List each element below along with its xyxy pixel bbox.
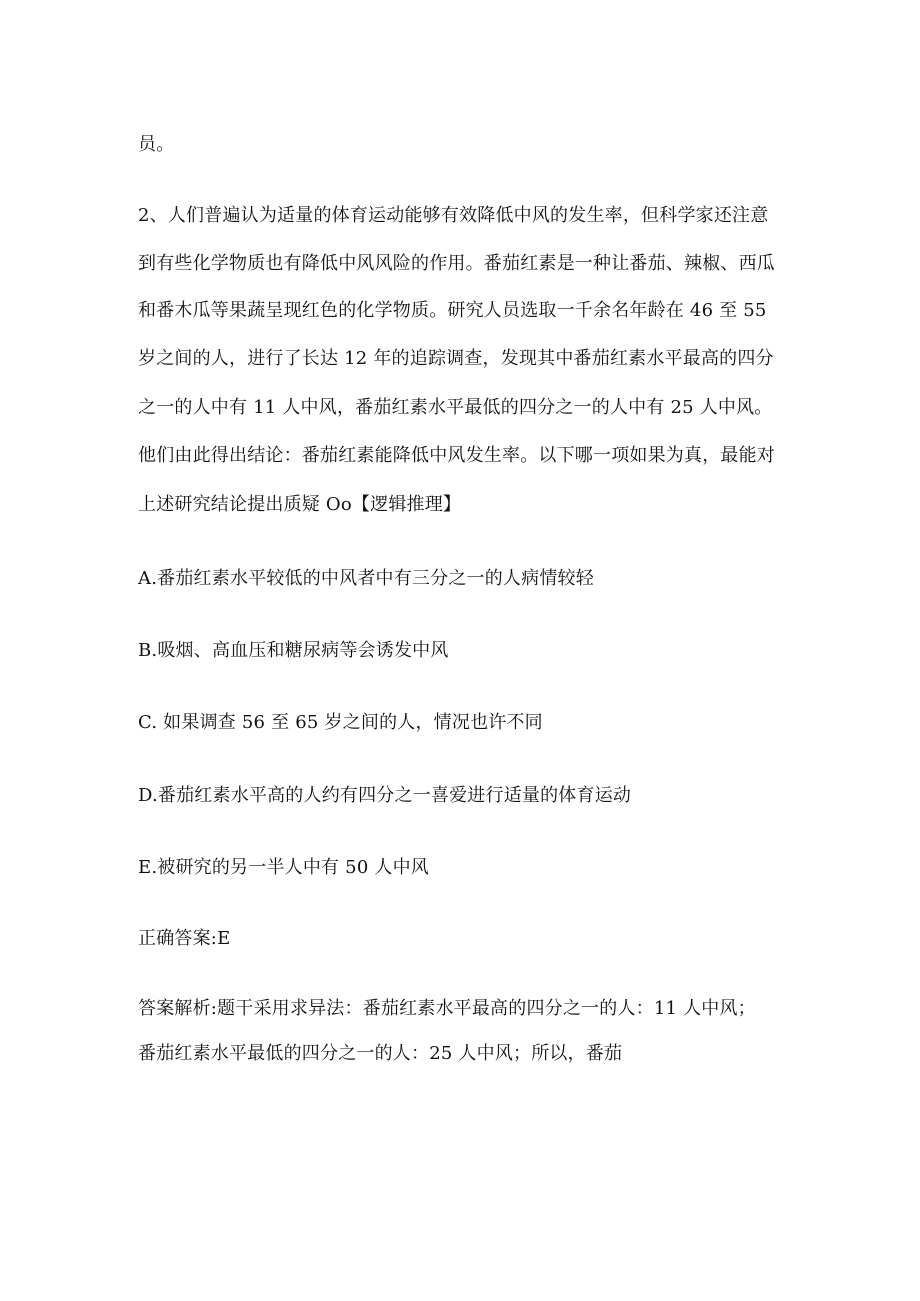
question-line: 他们由此得出结论：番茄红素能降低中风发生率。以下哪一项如果为真，最能对	[138, 445, 775, 466]
question-line: 2、人们普遍认为适量的体育运动能够有效降低中风的发生率，但科学家还注意	[138, 205, 769, 226]
option-e: E.被研究的另一半人中有 50 人中风	[138, 857, 430, 878]
explanation-line: 番茄红素水平最低的四分之一的人：25 人中风；所以，番茄	[138, 1043, 623, 1064]
option-b: B.吸烟、高血压和糖尿病等会诱发中风	[138, 640, 449, 661]
question-line: 岁之间的人，进行了长达 12 年的追踪调查，发现其中番茄红素水平最高的四分	[138, 348, 774, 369]
option-d: D.番茄红素水平高的人约有四分之一喜爱进行适量的体育运动	[138, 785, 632, 806]
question-line: 上述研究结论提出质疑 Oo【逻辑推理】	[138, 494, 462, 515]
option-c: C. 如果调查 56 至 65 岁之间的人，情况也许不同	[138, 712, 543, 733]
continuation-text: 员。	[138, 134, 175, 155]
explanation-line: 答案解析:题干采用求异法：番茄红素水平最高的四分之一的人：11 人中风；	[138, 998, 756, 1019]
question-line: 到有些化学物质也有降低中风风险的作用。番茄红素是一种让番茄、辣椒、西瓜	[138, 253, 775, 274]
correct-answer: 正确答案:E	[138, 928, 231, 949]
option-a: A.番茄红素水平较低的中风者中有三分之一的人病情较轻	[138, 568, 594, 589]
question-line: 之一的人中有 11 人中风，番茄红素水平最低的四分之一的人中有 25 人中风。	[138, 397, 773, 418]
question-line: 和番木瓜等果蔬呈现红色的化学物质。研究人员选取一千余名年龄在 46 至 55	[138, 300, 767, 321]
